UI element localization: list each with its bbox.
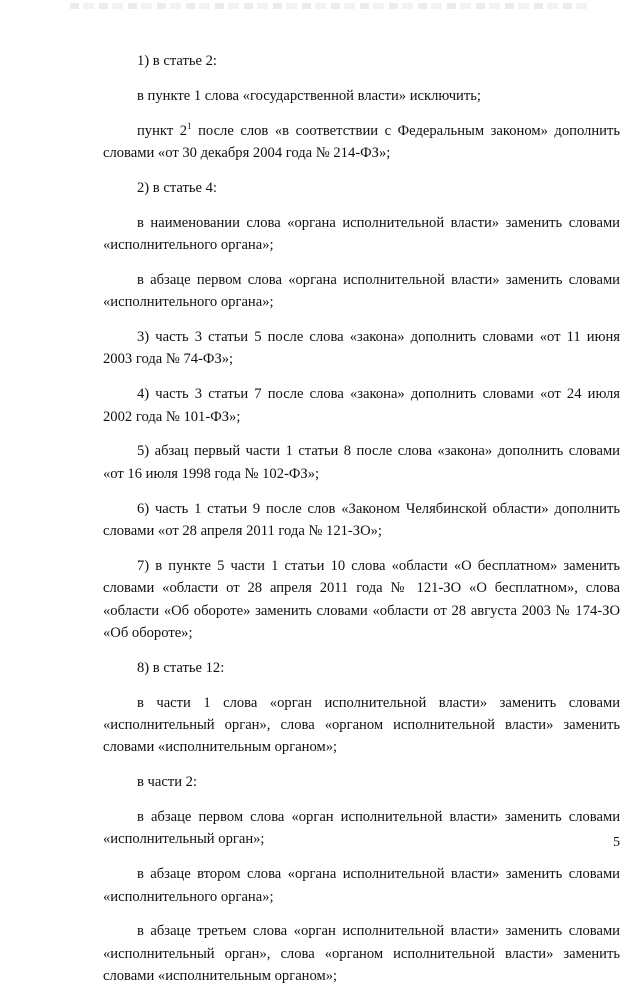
superscript-marker: 1 [187, 120, 192, 131]
paragraph-article-4-title-change: в наименовании слова «органа исполнительной власти» заменить словами «исполнительного органа»; [103, 214, 620, 253]
paragraph-article-9-change: 6) часть 1 статьи 9 после слов «Законом Челябинской области» дополнить словами «от 28 апреля 2011 года № 121-ЗО»; [103, 500, 620, 540]
paragraph-article-12-part-1-change: в части 1 слова «орган исполнительной власти» заменить словами «исполнительный орган», слова «органом исполнительной власти» заменить словами «исполнительным органом»; [103, 694, 620, 756]
paragraph-part-2-second-abstract-change: в абзаце втором слова «органа исполнительной власти» заменить словами «исполнительного органа»; [103, 866, 620, 905]
paragraph-article-12-heading: 8) в статье 12: [137, 659, 225, 676]
paragraph-item-2-1-text: после слов «в соответствии с Федеральным законом» дополнить словами «от 30 декабря 2004 года № 214-ФЗ»; [103, 122, 620, 161]
paragraph-item-2-1 [103, 120, 620, 165]
paragraph-part-2-heading: в части 2: [137, 774, 198, 791]
paragraph-part-2-third-abstract-change: в абзаце третьем слова «орган исполнительной власти» заменить словами «исполнительный орган», слова «органом исполнительной власти» заменить словами «исполнительным органом»; [103, 923, 620, 985]
paragraph-item-1-exclusion: в пункте 1 слова «государственной власти» исключить; [137, 87, 481, 104]
paragraph-part-2-first-abstract-change: в абзаце первом слова «орган исполнительной власти» заменить словами «исполнительный орган»; [103, 809, 620, 848]
document-body [103, 50, 620, 988]
paragraph-article-4-first-abstract-change: в абзаце первом слова «органа исполнительной власти» заменить словами «исполнительного органа»; [103, 271, 620, 311]
page-number: 5 [613, 835, 620, 850]
paragraph-article-4-heading: 2) в статье 4: [137, 179, 217, 196]
paragraph-article-5-change: 3) часть 3 статьи 5 после слова «закона» дополнить словами «от 11 июня 2003 года № 74-ФЗ»; [103, 329, 620, 368]
paragraph-article-10-change: 7) в пункте 5 части 1 статьи 10 слова «области «О бесплатном» заменить словами «области от 28 апреля 2011 года № 121-ЗО «О бесплатном», слова «области «Об обороте» заменить словами «области от 28 августа 2003 № 174-ЗО «Об обороте»; [103, 557, 620, 642]
paragraph-article-7-change: 4) часть 3 статьи 7 после слова «закона» дополнить словами «от 24 июля 2002 года № 101-ФЗ»; [103, 386, 620, 425]
scan-artifact-strip [70, 3, 590, 9]
paragraph-article-8-change: 5) абзац первый части 1 статьи 8 после слова «закона» дополнить словами «от 16 июля 1998 года № 102-ФЗ»; [103, 443, 620, 482]
paragraph-item-2-1-prefix: пункт 2 [137, 122, 188, 139]
paragraph-article-2-heading: 1) в статье 2: [137, 53, 217, 69]
